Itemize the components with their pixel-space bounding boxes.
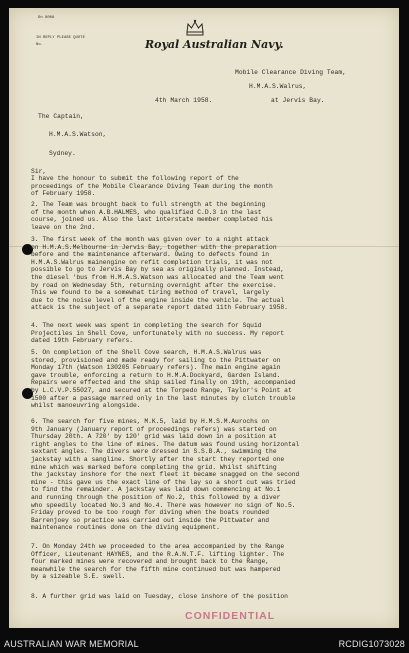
- addressee-line-3: Sydney.: [49, 150, 76, 157]
- text-line: 1500 after a passage marred only in the last minutes by clutch trouble: [31, 394, 296, 402]
- text-line: of the month when A.B.HALMES, who qualified C.D.3 in the last: [31, 208, 262, 216]
- paragraph-5: [31, 349, 379, 410]
- paragraph-1: [31, 175, 379, 198]
- text-line: possible to go to Jervis Bay by sea as originally planned. Instead,: [31, 266, 285, 274]
- text-line: course, joined us. Also the last interstate member completed his: [31, 216, 273, 224]
- addressee-line-2: H.M.A.S.Watson,: [49, 131, 107, 138]
- text-line: by a sizeable S.E. swell.: [31, 573, 126, 581]
- text-line: before and the maintenance afterward. Owing to defects found in: [31, 251, 270, 259]
- reply-quote: IN REPLY PLEASE QUOTE: [36, 36, 85, 40]
- text-line: the diesel 'bus from H.M.A.S.Watson was allocated and the Team went: [31, 273, 285, 281]
- reply-number: No.: [36, 43, 43, 47]
- text-line: to find the remainder. A jackstay was laid down commencing at No.1: [31, 486, 281, 494]
- text-line: 7. On Monday 24th we proceeded to the area accompanied by the Range: [31, 543, 285, 550]
- text-line: by road on Wednesday 5th, returning overnight after the exercise.: [31, 281, 277, 289]
- text-line: and running through the position of No.2, this followed by a diver: [31, 493, 281, 501]
- text-line: Friday proved to be too rough for diving when the boats rounded: [31, 509, 270, 517]
- text-line: H.M.A.S.Walrus mainengine on refit completion trials, it was not: [31, 258, 273, 266]
- text-line: by L.C.V.P.55027, and secured at the Torpedo Range, Taylor's Point at: [31, 386, 292, 394]
- confidential-stamp: CONFIDENTIAL: [185, 610, 276, 622]
- text-line: whilst manoeuvring alongside.: [31, 402, 141, 410]
- paragraph-3: [31, 236, 379, 312]
- text-line: sextant angles. The divers were dressed in S.S.B.A., swimming the: [31, 448, 277, 456]
- letter-date: 4th March 1958.: [155, 97, 213, 104]
- text-line: proceedings of the Mobile Clearance Diving Team during the month: [31, 182, 273, 190]
- text-line: 4. The next week was spent in completing the search for Squid: [31, 322, 262, 329]
- text-line: maintenance routines done on the diving equipment.: [31, 524, 220, 532]
- text-line: dated 19th February refers.: [31, 337, 134, 345]
- text-line: gave trouble, enforcing a return to H.M.A.Dockyard, Garden Island.: [31, 371, 281, 379]
- text-line: stored, provisioned and made ready for sailing to the Pittwater on: [31, 356, 281, 364]
- text-line: the jackstay inshore for the next fleet it became snagged on the second: [31, 471, 300, 479]
- text-line: 9th January (January report of proceedings refers) was started on: [31, 425, 277, 433]
- crown-crest-icon: [184, 17, 206, 39]
- text-line: due to the noise level of the engine inside the vehicle. The actual: [31, 296, 285, 304]
- text-line: meanwhile the search for the fifth mine continued but was hampered: [31, 565, 281, 573]
- addressee-line-1: The Captain,: [38, 113, 84, 120]
- text-line: jackstay with a sangline. Shortly after the start they reported one: [31, 455, 285, 463]
- text-line: 3. The first week of the month was given over to a night attack: [31, 236, 270, 243]
- letterhead-title: Royal Australian Navy.: [145, 38, 284, 51]
- footer-record-id: RCDIG1073028: [338, 639, 405, 649]
- paragraph-4: [31, 322, 379, 345]
- text-line: who speedily located No.3 and No.4. There was however no sign of No.5.: [31, 501, 296, 509]
- document-page: [9, 8, 399, 628]
- text-line: This we found to be a somewhat tiring method of travel, largely: [31, 289, 270, 297]
- text-line: mine - this gave us the exact line of the lay so a short cut was tried: [31, 478, 296, 486]
- from-ship: H.M.A.S.Walrus,: [249, 83, 307, 90]
- form-number: Dn 8008: [38, 16, 55, 20]
- letter-location: at Jervis Bay.: [271, 97, 325, 104]
- text-line: right angles to the line of mines. The datum was found using horizontal: [31, 440, 300, 448]
- text-line: of February 1958.: [31, 190, 96, 198]
- text-line: on H.M.A.S.Melbourne in Jervis Bay, together with the preparation: [31, 243, 277, 251]
- paragraph-6: [31, 418, 379, 532]
- text-line: attack is the subject of a separate report dated 11th February 1958.: [31, 304, 288, 312]
- text-line: I have the honour to submit the following report of the: [31, 175, 239, 182]
- text-line: four marked mines were recovered and brought back to the Range,: [31, 558, 270, 566]
- text-line: Monday 17th (Watson 130205 February refers). The main engine again: [31, 364, 281, 372]
- text-line: Repairs were effected and the ship sailed finally on 19th, accompanied: [31, 379, 296, 387]
- text-line: Projectiles in Shell Cove, unfortunately with no success. My report: [31, 329, 285, 337]
- paragraph-7: [31, 543, 379, 581]
- footer-archive-name: AUSTRALIAN WAR MEMORIAL: [4, 639, 139, 649]
- text-line: Officer, Lieutenant HAYNES, and the R.A.N.T.F. lifting lighter. The: [31, 550, 285, 558]
- paragraph-8: [31, 593, 379, 601]
- text-line: 5. On completion of the Shell Cove search, H.M.A.S.Walrus was: [31, 349, 262, 356]
- text-line: 8. A further grid was laid on Tuesday, close inshore of the position: [31, 593, 288, 600]
- salutation: Sir,: [31, 168, 47, 175]
- text-line: Thursday 20th. A 720' by 120' grid was laid down in a position at: [31, 433, 277, 441]
- text-line: Barrenjoey so practice was carried out inside the Pittwater and: [31, 516, 270, 524]
- paragraph-2: [31, 201, 379, 231]
- text-line: leave on the 2nd.: [31, 223, 96, 231]
- text-line: 2. The Team was brought back to full strength at the beginning: [31, 201, 266, 208]
- text-line: mine which was marked before completing the grid. Whilst shifting: [31, 463, 277, 471]
- text-line: 6. The search for five mines, M.K.5, laid by H.M.S.M.Aurochs on: [31, 418, 270, 425]
- from-unit: Mobile Clearance Diving Team,: [235, 69, 347, 76]
